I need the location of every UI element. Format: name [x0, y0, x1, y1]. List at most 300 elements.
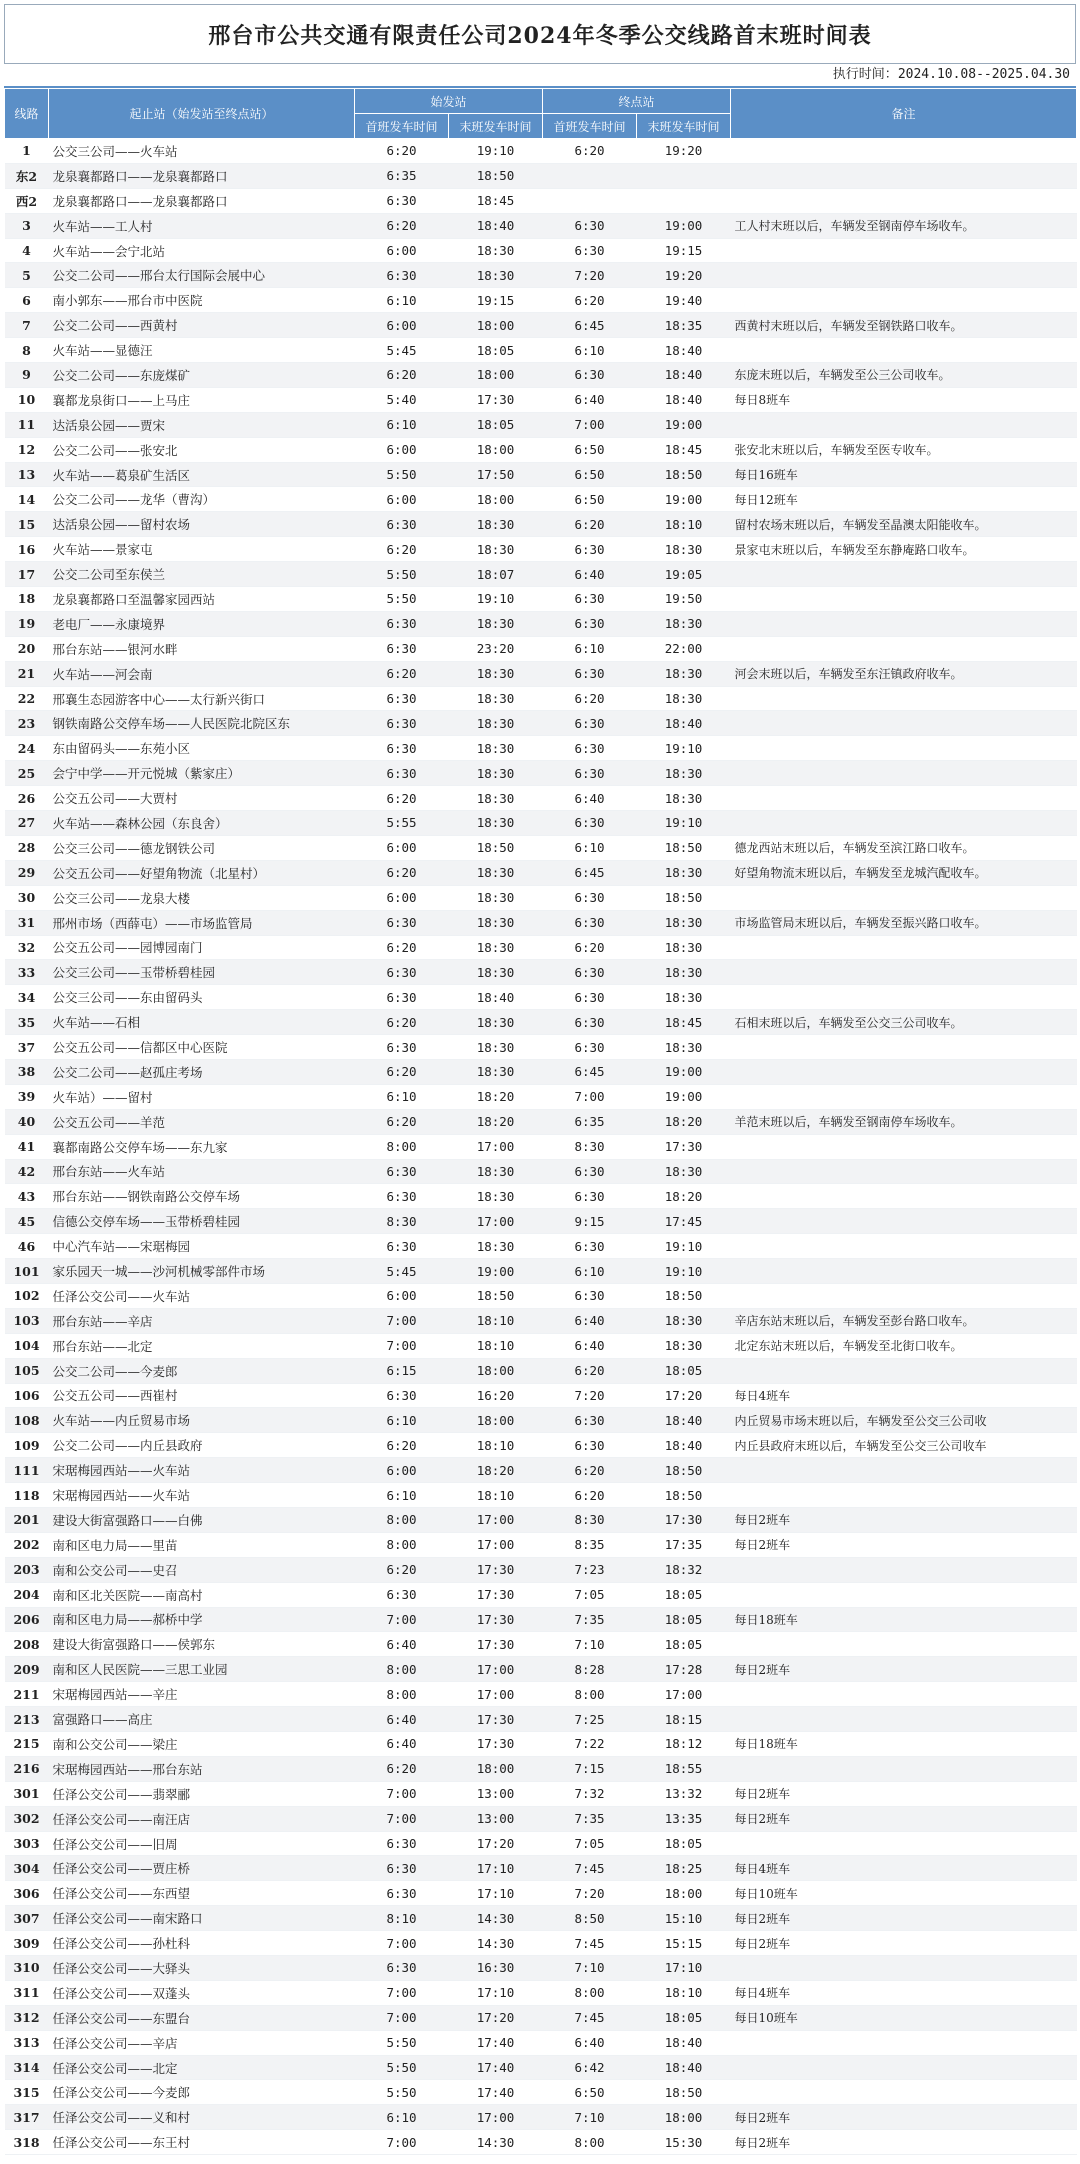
start-last-time: 18:00	[449, 1358, 543, 1383]
start-last-time: 18:30	[449, 537, 543, 562]
table-row	[5, 1184, 1077, 1209]
end-last-time: 18:30	[637, 537, 731, 562]
remark: 好望角物流末班以后，车辆发至龙城汽配收车。	[731, 860, 1077, 885]
line-number: 15	[5, 512, 49, 537]
end-last-time: 18:30	[637, 985, 731, 1010]
end-first-time: 7:05	[543, 1582, 637, 1607]
route: 南和区电力局——里苗	[49, 1532, 355, 1557]
start-last-time: 18:00	[449, 363, 543, 388]
route: 邢台东站——北定	[49, 1333, 355, 1358]
table-row	[5, 1532, 1077, 1557]
route: 任泽公交公司——双蓬头	[49, 1980, 355, 2005]
start-first-time: 6:30	[355, 611, 449, 636]
end-last-time: 19:00	[637, 1059, 731, 1084]
start-last-time: 18:30	[449, 935, 543, 960]
line-number: 19	[5, 611, 49, 636]
remark	[731, 1283, 1077, 1308]
route: 任泽公交公司——义和村	[49, 2105, 355, 2130]
line-number: 109	[5, 1433, 49, 1458]
start-last-time: 18:45	[449, 188, 543, 213]
schedule-page	[4, 4, 1076, 2155]
start-last-time: 18:50	[449, 835, 543, 860]
table-row	[5, 1109, 1077, 1134]
end-last-time: 18:30	[637, 935, 731, 960]
end-first-time: 6:50	[543, 462, 637, 487]
start-last-time: 17:00	[449, 1532, 543, 1557]
line-number: 216	[5, 1756, 49, 1781]
table-row	[5, 935, 1077, 960]
route: 公交二公司——邢台太行国际会展中心	[49, 263, 355, 288]
end-last-time: 19:00	[637, 487, 731, 512]
line-number: 24	[5, 736, 49, 761]
line-number: 312	[5, 2005, 49, 2030]
start-first-time: 6:00	[355, 238, 449, 263]
start-last-time: 18:30	[449, 686, 543, 711]
start-last-time: 17:40	[449, 2080, 543, 2105]
header-start-station: 始发站	[355, 89, 543, 114]
start-last-time: 14:30	[449, 1931, 543, 1956]
line-number: 202	[5, 1532, 49, 1557]
start-last-time: 19:00	[449, 1259, 543, 1284]
route: 公交二公司——赵孤庄考场	[49, 1059, 355, 1084]
route: 任泽公交公司——旧周	[49, 1831, 355, 1856]
route: 会宁中学——开元悦城（紫家庄）	[49, 761, 355, 786]
table-row	[5, 263, 1077, 288]
end-last-time: 18:20	[637, 1184, 731, 1209]
start-first-time: 6:10	[355, 1084, 449, 1109]
line-number: 22	[5, 686, 49, 711]
remark: 景家屯末班以后，车辆发至东静庵路口收车。	[731, 537, 1077, 562]
route: 钢铁南路公交停车场——人民医院北院区东	[49, 711, 355, 736]
table-row	[5, 387, 1077, 412]
table-row	[5, 1856, 1077, 1881]
start-first-time: 7:00	[355, 1333, 449, 1358]
table-row	[5, 1632, 1077, 1657]
table-row	[5, 661, 1077, 686]
line-number: 317	[5, 2105, 49, 2130]
line-number: 6	[5, 288, 49, 313]
route: 公交三公司——东由留码头	[49, 985, 355, 1010]
end-first-time: 6:30	[543, 1184, 637, 1209]
table-row	[5, 1557, 1077, 1582]
end-first-time: 6:20	[543, 935, 637, 960]
end-first-time: 6:30	[543, 537, 637, 562]
start-first-time: 6:00	[355, 437, 449, 462]
remark	[731, 960, 1077, 985]
table-row	[5, 1035, 1077, 1060]
end-last-time: 19:15	[637, 238, 731, 263]
start-last-time: 17:10	[449, 1980, 543, 2005]
line-number: 106	[5, 1383, 49, 1408]
start-last-time: 18:30	[449, 736, 543, 761]
table-row	[5, 1980, 1077, 2005]
end-last-time: 18:40	[637, 1408, 731, 1433]
end-first-time: 7:00	[543, 412, 637, 437]
start-last-time: 17:00	[449, 1657, 543, 1682]
table-row	[5, 1682, 1077, 1707]
route: 宋琚梅园西站——火车站	[49, 1483, 355, 1508]
start-first-time: 6:30	[355, 736, 449, 761]
start-last-time: 17:00	[449, 1209, 543, 1234]
route: 任泽公交公司——今麦郎	[49, 2080, 355, 2105]
start-first-time: 6:30	[355, 1035, 449, 1060]
line-number: 104	[5, 1333, 49, 1358]
route: 公交五公司——信都区中心医院	[49, 1035, 355, 1060]
start-last-time: 18:30	[449, 711, 543, 736]
end-last-time: 19:20	[637, 263, 731, 288]
start-first-time: 8:00	[355, 1532, 449, 1557]
route: 火车站——石相	[49, 1010, 355, 1035]
start-last-time: 18:00	[449, 1408, 543, 1433]
end-first-time: 8:00	[543, 2130, 637, 2155]
start-last-time: 18:30	[449, 1059, 543, 1084]
route: 邢州市场（西薛屯）——市场监管局	[49, 910, 355, 935]
route: 建设大街富强路口——白佛	[49, 1507, 355, 1532]
end-first-time: 6:30	[543, 761, 637, 786]
table-row	[5, 537, 1077, 562]
remark	[731, 736, 1077, 761]
line-number: 201	[5, 1507, 49, 1532]
table-row	[5, 1159, 1077, 1184]
end-first-time: 8:00	[543, 1682, 637, 1707]
line-number: 206	[5, 1607, 49, 1632]
remark	[731, 761, 1077, 786]
end-first-time: 6:50	[543, 487, 637, 512]
end-last-time: 18:30	[637, 761, 731, 786]
route: 公交五公司——园博园南门	[49, 935, 355, 960]
table-row	[5, 1707, 1077, 1732]
line-number: 3	[5, 213, 49, 238]
start-first-time: 6:20	[355, 139, 449, 164]
start-last-time: 18:30	[449, 811, 543, 836]
remark: 内丘贸易市场末班以后，车辆发至公交三公司收	[731, 1408, 1077, 1433]
table-row	[5, 835, 1077, 860]
route: 家乐园天一城——沙河机械零部件市场	[49, 1259, 355, 1284]
end-first-time: 6:30	[543, 661, 637, 686]
route: 任泽公交公司——南宋路口	[49, 1906, 355, 1931]
remark: 北定东站末班以后，车辆发至北街口收车。	[731, 1333, 1077, 1358]
end-first-time: 6:20	[543, 288, 637, 313]
start-first-time: 6:30	[355, 1383, 449, 1408]
remark: 每日2班车	[731, 1781, 1077, 1806]
line-number: 28	[5, 835, 49, 860]
remark: 每日12班车	[731, 487, 1077, 512]
route: 南和区电力局——郝桥中学	[49, 1607, 355, 1632]
table-row	[5, 587, 1077, 612]
table-row	[5, 1134, 1077, 1159]
route: 任泽公交公司——东盟台	[49, 2005, 355, 2030]
start-first-time: 6:30	[355, 636, 449, 661]
end-first-time: 6:30	[543, 1408, 637, 1433]
remark	[731, 636, 1077, 661]
start-last-time: 18:10	[449, 1308, 543, 1333]
remark: 每日2班车	[731, 1657, 1077, 1682]
line-number: 33	[5, 960, 49, 985]
start-first-time: 6:10	[355, 2105, 449, 2130]
route: 火车站——葛泉矿生活区	[49, 462, 355, 487]
remark: 每日2班车	[731, 1906, 1077, 1931]
start-first-time: 7:00	[355, 2005, 449, 2030]
header-end-last: 末班发车时间	[637, 114, 731, 139]
start-first-time: 6:20	[355, 1433, 449, 1458]
table-row	[5, 338, 1077, 363]
route: 达活泉公园——贾宋	[49, 412, 355, 437]
end-first-time: 7:05	[543, 1831, 637, 1856]
start-last-time: 18:07	[449, 562, 543, 587]
start-last-time: 18:00	[449, 437, 543, 462]
start-first-time: 8:30	[355, 1209, 449, 1234]
route: 任泽公交公司——孙杜科	[49, 1931, 355, 1956]
start-last-time: 17:30	[449, 1582, 543, 1607]
table-row	[5, 2030, 1077, 2055]
start-last-time: 18:30	[449, 860, 543, 885]
start-last-time: 18:50	[449, 163, 543, 188]
end-last-time: 18:40	[637, 711, 731, 736]
line-number: 309	[5, 1931, 49, 1956]
end-first-time: 7:45	[543, 1931, 637, 1956]
end-first-time: 7:23	[543, 1557, 637, 1582]
line-number: 25	[5, 761, 49, 786]
start-first-time: 6:20	[355, 537, 449, 562]
line-number: 103	[5, 1308, 49, 1333]
remark: 羊范末班以后，车辆发至钢南停车场收车。	[731, 1109, 1077, 1134]
table-row	[5, 163, 1077, 188]
start-first-time: 5:50	[355, 562, 449, 587]
route: 宋琚梅园西站——火车站	[49, 1458, 355, 1483]
table-row	[5, 960, 1077, 985]
end-first-time: 6:20	[543, 139, 637, 164]
remark: 每日18班车	[731, 1732, 1077, 1757]
line-number: 37	[5, 1035, 49, 1060]
remark: 西黄村末班以后，车辆发至钢铁路口收车。	[731, 313, 1077, 338]
end-last-time: 18:15	[637, 1707, 731, 1732]
end-last-time: 17:35	[637, 1532, 731, 1557]
end-last-time: 18:10	[637, 1980, 731, 2005]
table-row	[5, 611, 1077, 636]
execution-label: 执行时间：	[832, 67, 898, 82]
table-row	[5, 1483, 1077, 1508]
start-last-time: 19:15	[449, 288, 543, 313]
start-first-time: 6:30	[355, 188, 449, 213]
end-first-time: 6:20	[543, 512, 637, 537]
remark	[731, 1756, 1077, 1781]
end-first-time: 7:35	[543, 1607, 637, 1632]
table-row	[5, 1906, 1077, 1931]
table-row	[5, 1010, 1077, 1035]
remark: 每日2班车	[731, 1806, 1077, 1831]
start-first-time: 7:00	[355, 1308, 449, 1333]
start-last-time: 17:30	[449, 1632, 543, 1657]
start-first-time: 6:30	[355, 711, 449, 736]
end-first-time	[543, 188, 637, 213]
end-first-time: 6:30	[543, 1283, 637, 1308]
route: 公交二公司至东侯兰	[49, 562, 355, 587]
start-last-time: 18:00	[449, 313, 543, 338]
start-last-time: 18:05	[449, 412, 543, 437]
start-last-time: 18:00	[449, 1756, 543, 1781]
start-last-time: 17:00	[449, 1507, 543, 1532]
end-first-time: 7:10	[543, 1632, 637, 1657]
start-first-time: 8:00	[355, 1134, 449, 1159]
remark	[731, 2080, 1077, 2105]
end-first-time: 7:15	[543, 1756, 637, 1781]
route: 火车站——河会南	[49, 661, 355, 686]
remark	[731, 412, 1077, 437]
end-first-time: 6:30	[543, 711, 637, 736]
end-first-time: 6:30	[543, 910, 637, 935]
line-number: 215	[5, 1732, 49, 1757]
remark: 每日2班车	[731, 1532, 1077, 1557]
table-row	[5, 1732, 1077, 1757]
start-first-time: 6:40	[355, 1707, 449, 1732]
line-number: 9	[5, 363, 49, 388]
header-route: 起止站（始发站至终点站）	[49, 89, 355, 139]
remark	[731, 1831, 1077, 1856]
start-last-time: 18:30	[449, 1184, 543, 1209]
remark: 留村农场末班以后，车辆发至晶澳太阳能收车。	[731, 512, 1077, 537]
table-row	[5, 736, 1077, 761]
end-last-time: 18:50	[637, 885, 731, 910]
line-number: 42	[5, 1159, 49, 1184]
end-last-time: 19:50	[637, 587, 731, 612]
start-last-time: 18:10	[449, 1433, 543, 1458]
end-last-time: 19:10	[637, 1234, 731, 1259]
remark: 每日2班车	[731, 2105, 1077, 2130]
start-last-time: 18:40	[449, 985, 543, 1010]
line-number: 45	[5, 1209, 49, 1234]
start-last-time: 18:30	[449, 1035, 543, 1060]
route: 任泽公交公司——大驿头	[49, 1956, 355, 1981]
end-first-time: 6:45	[543, 860, 637, 885]
start-first-time: 6:30	[355, 1881, 449, 1906]
header-start-last: 末班发车时间	[449, 114, 543, 139]
start-last-time: 16:20	[449, 1383, 543, 1408]
remark: 每日10班车	[731, 2005, 1077, 2030]
end-first-time: 6:30	[543, 611, 637, 636]
start-last-time: 17:30	[449, 1557, 543, 1582]
remark: 东庞末班以后，车辆发至公三公司收车。	[731, 363, 1077, 388]
line-number: 31	[5, 910, 49, 935]
start-last-time: 18:20	[449, 1458, 543, 1483]
end-first-time: 6:30	[543, 587, 637, 612]
start-first-time: 5:50	[355, 2030, 449, 2055]
line-number: 40	[5, 1109, 49, 1134]
end-first-time: 6:10	[543, 338, 637, 363]
start-first-time: 6:20	[355, 1109, 449, 1134]
start-first-time: 6:20	[355, 1557, 449, 1582]
end-first-time: 6:20	[543, 1483, 637, 1508]
route: 任泽公交公司——辛店	[49, 2030, 355, 2055]
remark	[731, 1682, 1077, 1707]
table-row	[5, 985, 1077, 1010]
remark: 每日4班车	[731, 1856, 1077, 1881]
start-first-time: 8:10	[355, 1906, 449, 1931]
start-first-time: 5:50	[355, 462, 449, 487]
remark	[731, 1159, 1077, 1184]
start-first-time: 5:50	[355, 587, 449, 612]
start-last-time: 18:30	[449, 761, 543, 786]
line-number: 211	[5, 1682, 49, 1707]
start-last-time: 18:30	[449, 661, 543, 686]
remark	[731, 163, 1077, 188]
table-row	[5, 1458, 1077, 1483]
table-row	[5, 188, 1077, 213]
end-last-time: 18:10	[637, 512, 731, 537]
start-last-time: 18:20	[449, 1084, 543, 1109]
line-number: 4	[5, 238, 49, 263]
table-row	[5, 2005, 1077, 2030]
route: 公交二公司——今麦郎	[49, 1358, 355, 1383]
table-row	[5, 1881, 1077, 1906]
start-first-time: 6:30	[355, 910, 449, 935]
start-first-time: 5:45	[355, 338, 449, 363]
line-number: 108	[5, 1408, 49, 1433]
end-first-time: 6:20	[543, 1358, 637, 1383]
end-first-time: 8:35	[543, 1532, 637, 1557]
remark	[731, 2055, 1077, 2080]
page-title: 邢台市公共交通有限责任公司2024年冬季公交线路首末班时间表	[208, 22, 872, 49]
start-first-time: 6:30	[355, 985, 449, 1010]
end-first-time: 6:30	[543, 736, 637, 761]
line-number: 西2	[5, 188, 49, 213]
route: 公交五公司——大贾村	[49, 786, 355, 811]
remark	[731, 1707, 1077, 1732]
remark	[731, 587, 1077, 612]
route: 火车站——显德汪	[49, 338, 355, 363]
remark	[731, 1632, 1077, 1657]
remark: 石相末班以后，车辆发至公交三公司收车。	[731, 1010, 1077, 1035]
start-first-time: 6:00	[355, 1283, 449, 1308]
end-last-time: 18:05	[637, 2005, 731, 2030]
table-row	[5, 910, 1077, 935]
end-last-time: 19:10	[637, 811, 731, 836]
start-last-time: 17:30	[449, 1607, 543, 1632]
end-first-time: 6:10	[543, 1259, 637, 1284]
line-number: 301	[5, 1781, 49, 1806]
route: 任泽公交公司——贾庄桥	[49, 1856, 355, 1881]
start-first-time: 6:10	[355, 1483, 449, 1508]
end-last-time: 18:55	[637, 1756, 731, 1781]
end-last-time: 18:30	[637, 1035, 731, 1060]
start-first-time: 7:00	[355, 1980, 449, 2005]
end-last-time: 17:20	[637, 1383, 731, 1408]
end-first-time: 6:30	[543, 811, 637, 836]
start-last-time: 19:10	[449, 587, 543, 612]
header-remark: 备注	[731, 89, 1077, 139]
end-first-time: 8:50	[543, 1906, 637, 1931]
table-row	[5, 1433, 1077, 1458]
remark	[731, 811, 1077, 836]
end-last-time: 18:40	[637, 2055, 731, 2080]
line-number: 313	[5, 2030, 49, 2055]
end-last-time: 18:00	[637, 1881, 731, 1906]
table-row	[5, 2105, 1077, 2130]
end-last-time: 19:20	[637, 139, 731, 164]
line-number: 32	[5, 935, 49, 960]
route: 公交二公司——东庞煤矿	[49, 363, 355, 388]
table-row	[5, 1831, 1077, 1856]
remark	[731, 238, 1077, 263]
start-first-time: 5:40	[355, 387, 449, 412]
end-last-time: 15:30	[637, 2130, 731, 2155]
end-last-time: 18:45	[637, 437, 731, 462]
table-row	[5, 213, 1077, 238]
line-number: 11	[5, 412, 49, 437]
start-first-time: 6:30	[355, 761, 449, 786]
end-last-time: 18:05	[637, 1632, 731, 1657]
route: 任泽公交公司——南汪店	[49, 1806, 355, 1831]
line-number: 13	[5, 462, 49, 487]
